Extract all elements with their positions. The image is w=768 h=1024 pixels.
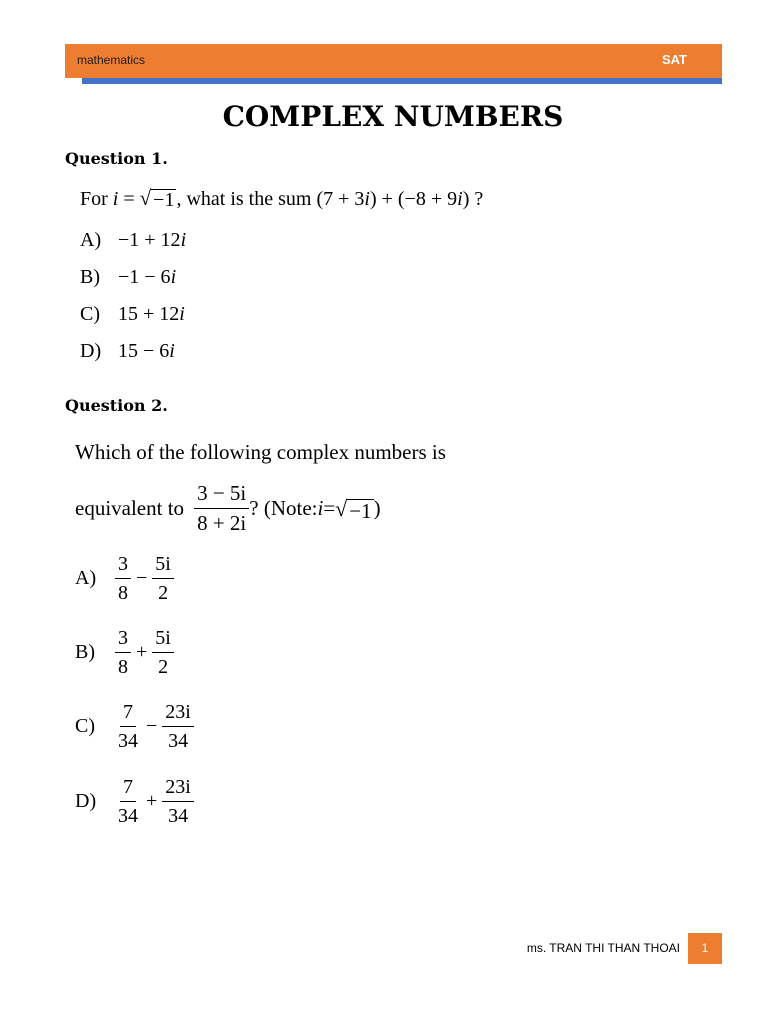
question-2-fraction: $\frac{3 - 5i}{8 + 2i}$ xyxy=(194,482,249,535)
question-1-option-a: A) −1 + 12i xyxy=(80,229,187,251)
header-rule xyxy=(82,78,722,84)
question-1-option-d: D) 15 − 6i xyxy=(80,340,175,362)
question-2-option-a: A) $\frac{3}{8}$ − $\frac{5i}{2}$ xyxy=(75,553,174,604)
question-2-text-line-2: equivalent to $\frac{3 - 5i}{8 + 2i}$ ? (Note: i = √ −1 ) xyxy=(75,481,381,536)
page-title: COMPLEX NUMBERS xyxy=(222,100,564,133)
question-1-label: Question 1. xyxy=(65,149,168,168)
page-number-badge: 1 xyxy=(688,933,722,964)
question-2-option-b: B) $\frac{3}{8}$ + $\frac{5i}{2}$ xyxy=(75,627,174,678)
sqrt-symbol: √ −1 xyxy=(335,495,372,523)
question-1-text: For i = √ −1 , what is the sum (7 + 3i) + (−8 + 9i) ? xyxy=(80,186,484,211)
header-subject: mathematics xyxy=(77,53,146,67)
question-2-label: Question 2. xyxy=(65,396,168,415)
question-1-option-c: C) 15 + 12i xyxy=(80,303,185,325)
question-2-option-d: D) $\frac{7}{34}$ + $\frac{23i}{34}$ xyxy=(75,776,194,827)
question-2-option-c: C) $\frac{7}{34}$ − $\frac{23i}{34}$ xyxy=(75,701,194,752)
header-bar xyxy=(65,44,722,78)
footer-author: ms. TRAN THI THAN THOAI xyxy=(526,941,680,955)
question-2-text-line-1: Which of the following complex numbers is xyxy=(75,440,446,464)
question-1-option-b: B) −1 − 6i xyxy=(80,266,177,288)
header-exam: SAT xyxy=(661,52,687,67)
sqrt-symbol: √ −1 xyxy=(139,186,175,211)
